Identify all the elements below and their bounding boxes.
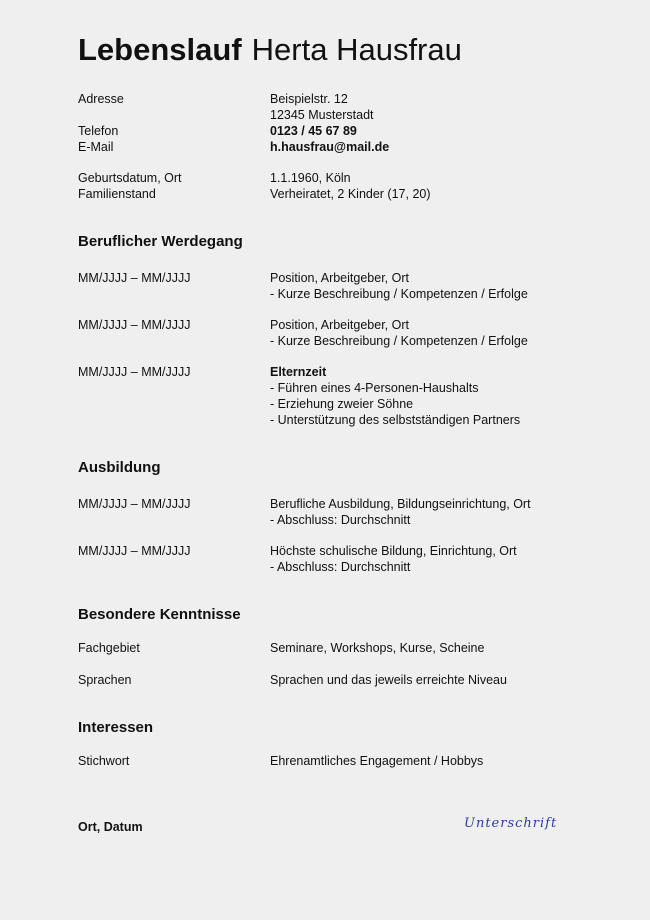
interests-heading: Interessen [78, 719, 154, 736]
page-title [78, 30, 462, 70]
email-value[interactable]: h.hausfrau@mail.de [270, 140, 390, 154]
email-label: E-Mail [78, 140, 114, 154]
education-description: - Abschluss: Durchschnitt [270, 513, 411, 527]
birth-label: Geburtsdatum, Ort [78, 171, 182, 185]
interests-label: Stichwort [78, 754, 130, 768]
education-date: MM/JJJJ – MM/JJJJ [78, 497, 191, 511]
skills-label: Sprachen [78, 673, 132, 687]
education-heading: Ausbildung [78, 459, 161, 476]
title-name: Herta Hausfrau [251, 32, 462, 67]
career-description: - Kurze Beschreibung / Kompetenzen / Erfolge [270, 287, 528, 301]
title-lebenslauf: Lebenslauf [78, 32, 242, 67]
address-line2: 12345 Musterstadt [270, 108, 374, 122]
career-date: MM/JJJJ – MM/JJJJ [78, 318, 191, 332]
career-heading: Beruflicher Werdegang [78, 233, 243, 250]
education-date: MM/JJJJ – MM/JJJJ [78, 544, 191, 558]
career-title: Position, Arbeitgeber, Ort [270, 271, 409, 285]
phone-label: Telefon [78, 124, 119, 138]
address-label: Adresse [78, 92, 124, 106]
career-title: Position, Arbeitgeber, Ort [270, 318, 409, 332]
career-date: MM/JJJJ – MM/JJJJ [78, 271, 191, 285]
skills-label: Fachgebiet [78, 641, 140, 655]
family-label: Familienstand [78, 187, 156, 201]
career-title: Elternzeit [270, 365, 327, 379]
career-description: - Unterstützung des selbstständigen Partners [270, 413, 521, 427]
skills-value: Sprachen und das jeweils erreichte Niveau [270, 673, 507, 687]
education-title: Höchste schulische Bildung, Einrichtung, Ort [270, 544, 517, 558]
place-date-label: Ort, Datum [78, 820, 143, 834]
birth-value: 1.1.1960, Köln [270, 171, 351, 185]
phone-value: 0123 / 45 67 89 [270, 124, 357, 138]
career-date: MM/JJJJ – MM/JJJJ [78, 365, 191, 379]
career-description: - Führen eines 4-Personen-Haushalts [270, 381, 479, 395]
education-description: - Abschluss: Durchschnitt [270, 560, 411, 574]
family-value: Verheiratet, 2 Kinder (17, 20) [270, 187, 431, 201]
signature: Unterschrift [464, 816, 558, 831]
skills-value: Seminare, Workshops, Kurse, Scheine [270, 641, 485, 655]
skills-heading: Besondere Kenntnisse [78, 606, 241, 623]
career-description: - Kurze Beschreibung / Kompetenzen / Erfolge [270, 334, 528, 348]
interests-value: Ehrenamtliches Engagement / Hobbys [270, 754, 484, 768]
career-description: - Erziehung zweier Söhne [270, 397, 414, 411]
education-title: Berufliche Ausbildung, Bildungseinrichtung, Ort [270, 497, 531, 511]
address-line1: Beispielstr. 12 [270, 92, 348, 106]
